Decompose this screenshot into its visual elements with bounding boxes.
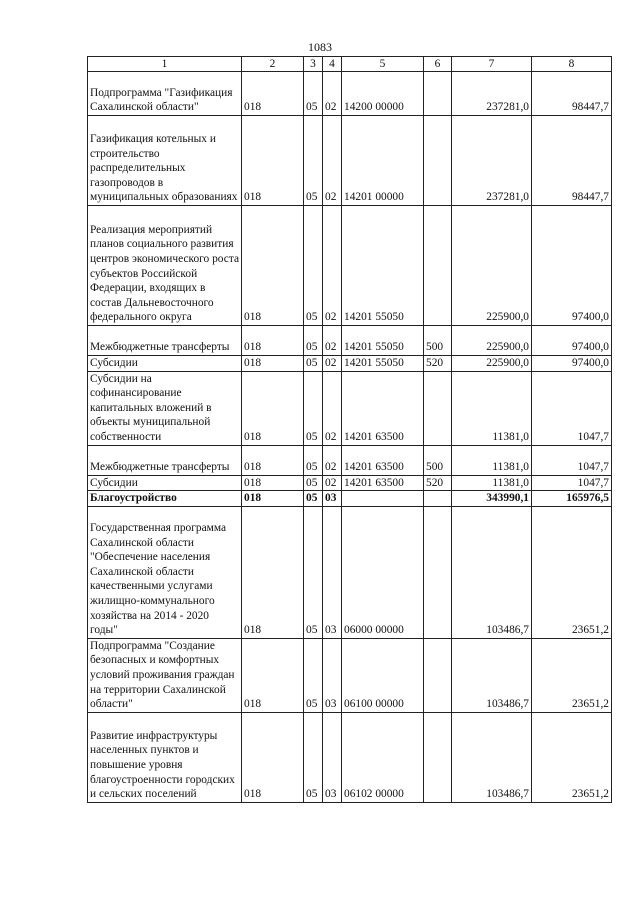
target-article-cell: 14201 63500	[342, 475, 424, 491]
table-row	[88, 506, 612, 638]
amount-cell: 97400,0	[532, 206, 612, 326]
amount-cell: 1047,7	[532, 445, 612, 475]
code-cell: 018	[242, 72, 304, 116]
table-row	[88, 356, 612, 372]
amount-cell: 343990,1	[452, 491, 532, 507]
amount-cell: 165976,5	[532, 491, 612, 507]
table-row	[88, 206, 612, 326]
amount-cell: 23651,2	[532, 712, 612, 802]
section-cell: 05	[304, 475, 323, 491]
expense-type-cell: 500	[424, 445, 452, 475]
section-cell: 05	[304, 356, 323, 372]
amount-cell: 103486,7	[452, 506, 532, 638]
target-article-cell: 06000 00000	[342, 506, 424, 638]
section-cell: 05	[304, 371, 323, 445]
row-name-cell: Подпрограмма "Газификация Сахалинской области"	[88, 72, 242, 116]
expense-type-cell	[424, 506, 452, 638]
code-cell: 018	[242, 638, 304, 712]
expense-type-cell	[424, 206, 452, 326]
amount-cell: 103486,7	[452, 638, 532, 712]
section-cell: 05	[304, 712, 323, 802]
section-cell: 05	[304, 116, 323, 206]
row-name-cell: Газификация котельных и строительство распределительных газопроводов в муниципальных образованиях	[88, 116, 242, 206]
row-name-cell: Реализация мероприятий планов социального развития центров экономического роста субъектов Российской Федерации, входящих в состав Дальневосточного федерального округа	[88, 206, 242, 326]
row-name-cell: Субсидии	[88, 356, 242, 372]
expense-type-cell	[424, 72, 452, 116]
row-name-cell: Развитие инфраструктуры населенных пунктов и повышение уровня благоустроенности городских и сельских поселений	[88, 712, 242, 802]
row-name-cell: Межбюджетные трансферты	[88, 445, 242, 475]
section-cell: 05	[304, 326, 323, 356]
column-header: 8	[532, 57, 612, 72]
amount-cell: 23651,2	[532, 506, 612, 638]
subsection-cell: 02	[323, 116, 342, 206]
section-cell: 05	[304, 506, 323, 638]
column-header: 6	[424, 57, 452, 72]
target-article-cell: 14201 63500	[342, 445, 424, 475]
amount-cell: 103486,7	[452, 712, 532, 802]
amount-cell: 11381,0	[452, 445, 532, 475]
subsection-cell: 03	[323, 491, 342, 507]
expense-type-cell: 500	[424, 326, 452, 356]
section-cell: 05	[304, 638, 323, 712]
table-row	[88, 475, 612, 491]
amount-cell: 11381,0	[452, 371, 532, 445]
expense-type-cell: 520	[424, 356, 452, 372]
section-cell: 05	[304, 445, 323, 475]
expense-type-cell	[424, 371, 452, 445]
budget-table	[87, 56, 612, 803]
expense-type-cell	[424, 712, 452, 802]
code-cell: 018	[242, 506, 304, 638]
subsection-cell: 03	[323, 506, 342, 638]
subsection-cell: 02	[323, 326, 342, 356]
table-row	[88, 491, 612, 507]
subsection-cell: 03	[323, 638, 342, 712]
row-name-cell: Субсидии на софинансирование капитальных вложений в объекты муниципальной собственности	[88, 371, 242, 445]
code-cell: 018	[242, 712, 304, 802]
target-article-cell: 14201 00000	[342, 116, 424, 206]
column-header: 1	[88, 57, 242, 72]
amount-cell: 1047,7	[532, 475, 612, 491]
expense-type-cell	[424, 491, 452, 507]
target-article-cell: 14201 63500	[342, 371, 424, 445]
expense-type-cell	[424, 116, 452, 206]
table-row	[88, 638, 612, 712]
amount-cell: 225900,0	[452, 206, 532, 326]
code-cell: 018	[242, 206, 304, 326]
target-article-cell	[342, 491, 424, 507]
section-cell: 05	[304, 72, 323, 116]
amount-cell: 23651,2	[532, 638, 612, 712]
amount-cell: 98447,7	[532, 72, 612, 116]
table-row	[88, 445, 612, 475]
target-article-cell: 14201 55050	[342, 326, 424, 356]
table-row	[88, 72, 612, 116]
target-article-cell: 06102 00000	[342, 712, 424, 802]
code-cell: 018	[242, 475, 304, 491]
code-cell: 018	[242, 491, 304, 507]
row-name-cell: Субсидии	[88, 475, 242, 491]
page-number: 1083	[308, 40, 332, 54]
amount-cell: 97400,0	[532, 356, 612, 372]
target-article-cell: 14201 55050	[342, 206, 424, 326]
subsection-cell: 02	[323, 206, 342, 326]
section-cell: 05	[304, 491, 323, 507]
amount-cell: 225900,0	[452, 326, 532, 356]
column-header: 3	[304, 57, 323, 72]
target-article-cell: 06100 00000	[342, 638, 424, 712]
column-header: 5	[342, 57, 424, 72]
table-row	[88, 326, 612, 356]
subsection-cell: 02	[323, 475, 342, 491]
amount-cell: 97400,0	[532, 326, 612, 356]
section-cell: 05	[304, 206, 323, 326]
code-cell: 018	[242, 326, 304, 356]
table-row	[88, 116, 612, 206]
target-article-cell: 14201 55050	[342, 356, 424, 372]
code-cell: 018	[242, 356, 304, 372]
column-header: 2	[242, 57, 304, 72]
amount-cell: 1047,7	[532, 371, 612, 445]
row-name-cell: Благоустройство	[88, 491, 242, 507]
amount-cell: 98447,7	[532, 116, 612, 206]
subsection-cell: 02	[323, 371, 342, 445]
target-article-cell: 14200 00000	[342, 72, 424, 116]
amount-cell: 237281,0	[452, 116, 532, 206]
column-header: 4	[323, 57, 342, 72]
subsection-cell: 03	[323, 712, 342, 802]
amount-cell: 225900,0	[452, 356, 532, 372]
code-cell: 018	[242, 371, 304, 445]
subsection-cell: 02	[323, 445, 342, 475]
expense-type-cell	[424, 638, 452, 712]
amount-cell: 237281,0	[452, 72, 532, 116]
subsection-cell: 02	[323, 72, 342, 116]
row-name-cell: Межбюджетные трансферты	[88, 326, 242, 356]
amount-cell: 11381,0	[452, 475, 532, 491]
table-row	[88, 371, 612, 445]
row-name-cell: Подпрограмма "Создание безопасных и комфортных условий проживания граждан на территории Сахалинской области"	[88, 638, 242, 712]
table-row	[88, 712, 612, 802]
column-header: 7	[452, 57, 532, 72]
subsection-cell: 02	[323, 356, 342, 372]
row-name-cell: Государственная программа Сахалинской области "Обеспечение населения Сахалинской области качественными услугами жилищно-коммунального хозяйства на 2014 - 2020 годы"	[88, 506, 242, 638]
header-row	[88, 57, 612, 72]
code-cell: 018	[242, 445, 304, 475]
code-cell: 018	[242, 116, 304, 206]
expense-type-cell: 520	[424, 475, 452, 491]
